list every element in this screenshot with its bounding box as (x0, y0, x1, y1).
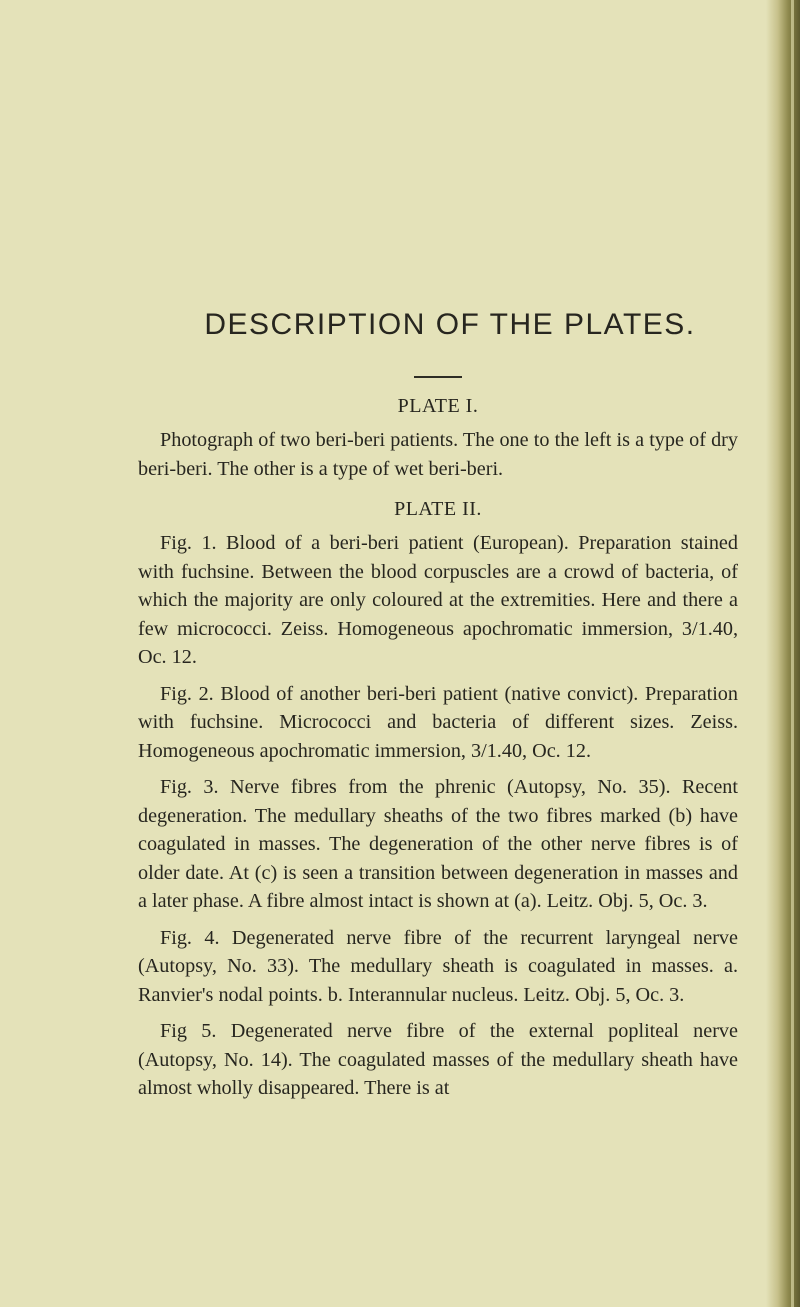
plate-1-section (138, 395, 738, 483)
title-rule (414, 376, 462, 378)
plate-2-fig-5-paragraph: Fig 5. Degenerated nerve fibre of the external popliteal nerve (Autopsy, No. 14). The coagulated masses of the medullary sheath have almost wholly disappeared. There is at (138, 1020, 738, 1099)
plate-2-section (138, 498, 738, 1103)
plate-2-fig-2-paragraph: Fig. 2. Blood of another beri-beri patient (native convict). Preparation with fuchsine. Micrococci and bacteria of different sizes. Zeiss. Homogeneous apochromatic immersion, 3/1.40, Oc. 12. (138, 682, 738, 762)
plate-2-fig-4-paragraph: Fig. 4. Degenerated nerve fibre of the recurrent laryngeal nerve (Autopsy, No. 33). The medullary sheath is coagulated in masses. a. Ranvier's nodal points. b. Interannular nucleus. Leitz. Obj. 5, Oc. 3. (138, 926, 738, 1006)
plate-2-fig-1-paragraph: Fig. 1. Blood of a beri-beri patient (European). Preparation stained with fuchsine. Between the blood corpuscles are a crowd of bacteria, of which the majority are only coloured at the extremities. Here and there a few micrococci. Zeiss. Homogeneous apochromatic immersion, 3/1.40, Oc. 12. (138, 532, 738, 668)
page-edge-shadow (766, 0, 800, 1307)
page-content (138, 308, 738, 1103)
plate-1-paragraph: Photograph of two beri-beri patients. The one to the left is a type of dry beri-beri. The other is a type of wet beri-beri. (138, 429, 738, 480)
plate-1-heading: PLATE I. (397, 395, 479, 417)
plate-2-heading: PLATE II. (394, 498, 482, 520)
page-edge-highlight (791, 0, 794, 1307)
plate-2-fig-3-paragraph: Fig. 3. Nerve fibres from the phrenic (Autopsy, No. 35). Recent degeneration. The medullary sheaths of the two fibres marked (b) have coagulated in masses. The degeneration of the other nerve fibres is of older date. At (c) is seen a transition between degeneration in masses and a later phase. A fibre almost intact is shown at (a). Leitz. Obj. 5, Oc. 3. (138, 776, 738, 912)
page-title: DESCRIPTION OF THE PLATES. (204, 308, 696, 341)
